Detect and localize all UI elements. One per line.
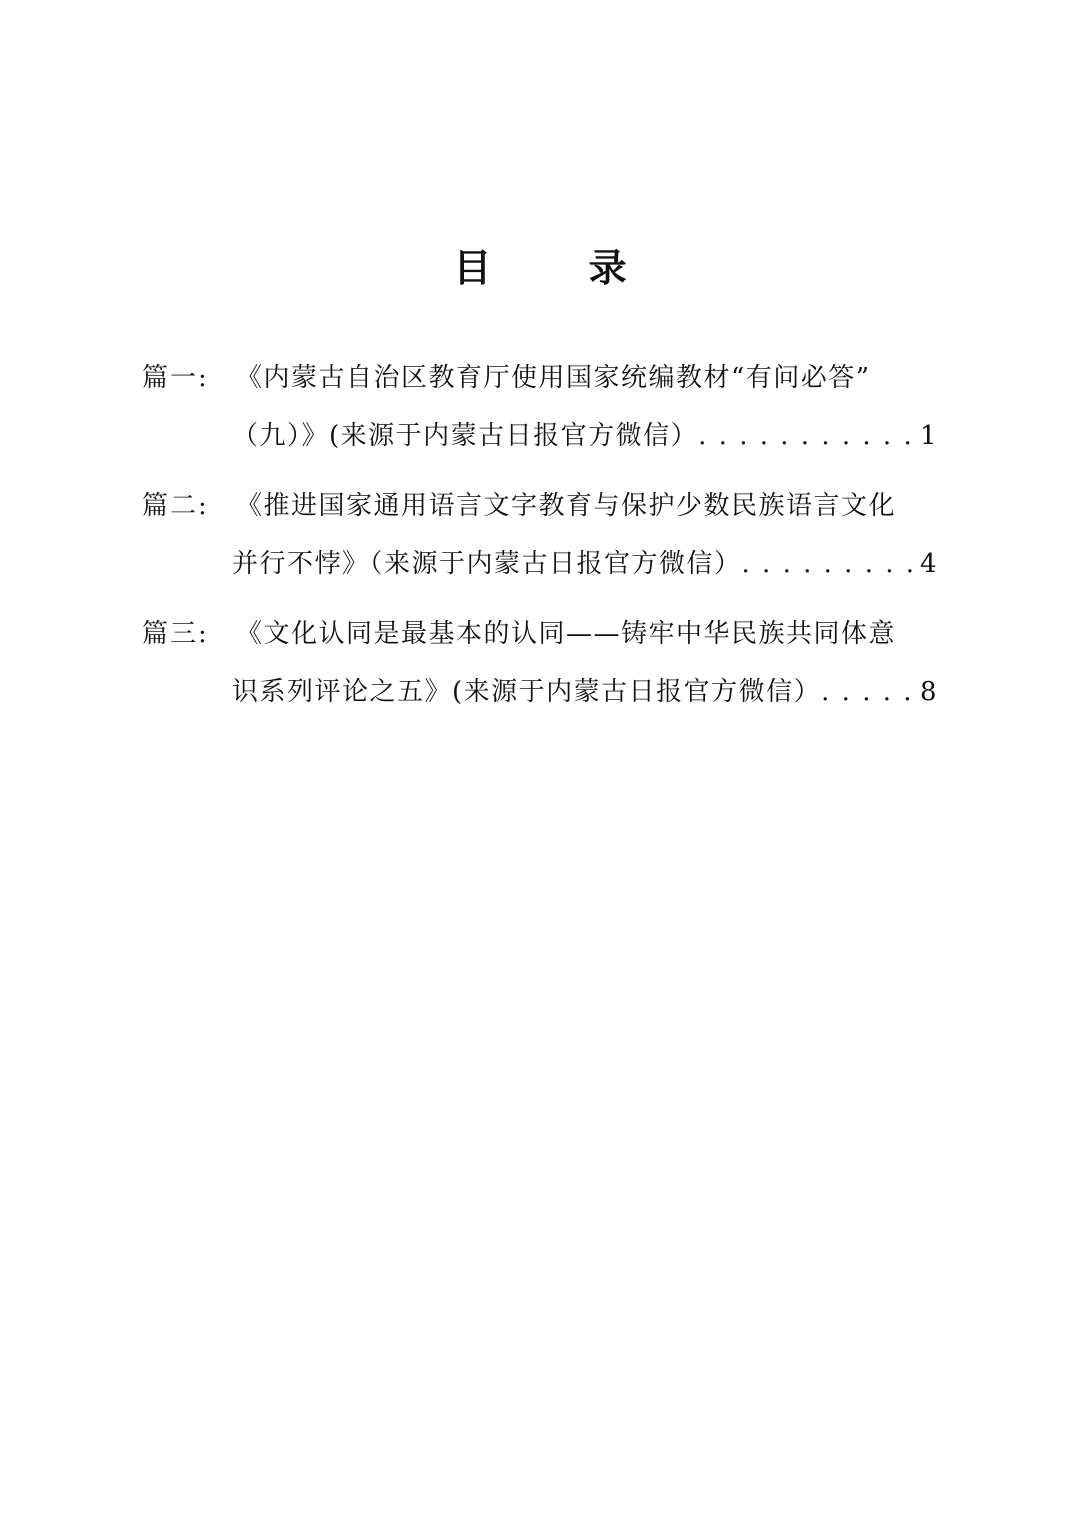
toc-entry-page-number: 8: [919, 677, 938, 707]
toc-entry-title-line2: [232, 666, 938, 718]
toc-entry-3[interactable]: [0, 608, 1080, 732]
toc-entry-title-line1: 《内蒙古自治区教育厅使用国家统编教材“有问必答”: [236, 363, 871, 393]
toc-entry-title-continuation: 并行不悖》（来源于内蒙古日报官方微信）: [232, 549, 742, 579]
toc-entry-page-number: 1: [919, 421, 938, 451]
toc-entry-2[interactable]: [0, 480, 1080, 604]
dot-leader: [821, 666, 918, 718]
toc-entry-1[interactable]: [0, 352, 1080, 476]
dot-leader: [698, 410, 918, 462]
toc-entry-title-line2: [232, 410, 938, 462]
toc-entry-label: 篇三:: [142, 619, 209, 649]
table-of-contents: [0, 352, 1080, 736]
document-title: 目 录: [453, 246, 669, 290]
toc-entry-title-line2: [232, 538, 938, 590]
toc-entry-title-continuation: （九）》(来源于内蒙古日报官方微信）: [232, 421, 699, 451]
toc-entry-title-line1: 《文化认同是最基本的认同——铸牢中华民族共同体意: [236, 619, 897, 649]
toc-entry-title-continuation: 识系列评论之五》(来源于内蒙古日报官方微信）: [232, 677, 822, 707]
dot-leader: [742, 538, 918, 590]
toc-entry-label: 篇二:: [142, 491, 209, 521]
toc-entry-title-line1: 《推进国家通用语言文字教育与保护少数民族语言文化: [236, 491, 897, 521]
toc-entry-page-number: 4: [919, 549, 938, 579]
toc-entry-label: 篇一:: [142, 363, 209, 393]
